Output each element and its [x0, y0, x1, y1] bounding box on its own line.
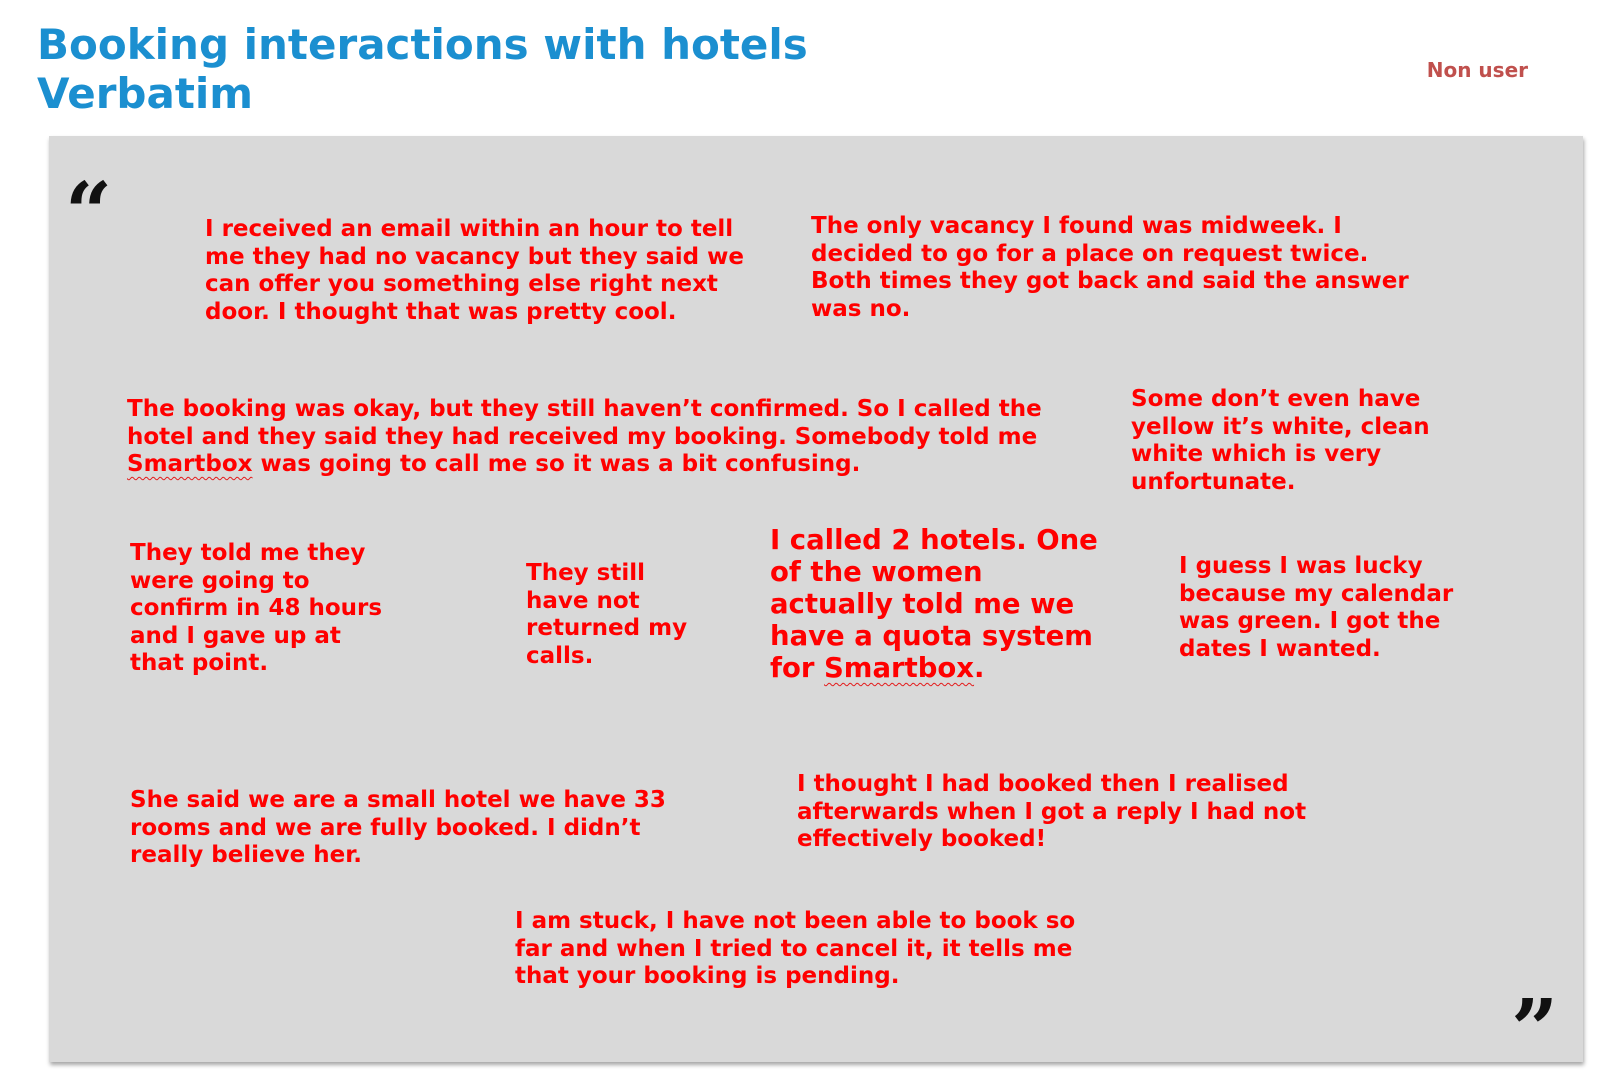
quote-text: . — [974, 652, 985, 684]
brand-name: Smartbox — [824, 652, 975, 684]
segment-tag: Non user — [1426, 58, 1528, 82]
quote-only-vacancy-midweek: The only vacancy I found was midweek. I decided to go for a place on request twice. Both times they got back and said the answer was no. — [811, 213, 1409, 322]
quote-email-vacancy: I received an email within an hour to tell me they had no vacancy but they said we can offer you something else right next door. I thought that was pretty cool. — [205, 216, 744, 325]
verbatim-panel — [49, 136, 1583, 1076]
title-line-2: Verbatim — [37, 69, 254, 118]
quote-text: was going to call me so it was a bit confusing. — [252, 451, 861, 477]
quote-not-effectively-booked: I thought I had booked then I realised afterwards when I got a reply I had not effectively booked! — [797, 771, 1307, 852]
open-quote-icon: “ — [65, 165, 113, 261]
page-title — [37, 20, 808, 118]
quote-confirm-48-hours: They told me they were going to confirm in 48 hours and I gave up at that point. — [130, 540, 383, 676]
quote-calls-not-returned: They still have not returned my calls. — [526, 560, 688, 669]
quote-booking-not-confirmed — [127, 396, 1087, 479]
quote-quota-system — [770, 524, 1100, 684]
quote-text: I called 2 hotels. One of the women actually told me we have a quota system for — [770, 524, 1098, 684]
quote-text: The booking was okay, but they still haven’t confirmed. So I called the hotel and they said they had received my booking. Somebody told me — [127, 396, 1042, 450]
title-line-1: Booking interactions with hotels — [37, 20, 808, 69]
quote-booking-pending: I am stuck, I have not been able to book so far and when I tried to cancel it, it tells me that your booking is pending. — [515, 908, 1076, 989]
quote-calendar-white: Some don’t even have yellow it’s white, clean white which is very unfortunate. — [1131, 386, 1430, 495]
brand-name: Smartbox — [127, 451, 253, 477]
quote-calendar-green: I guess I was lucky because my calendar was green. I got the dates I wanted. — [1179, 553, 1454, 662]
quote-small-hotel-fully-booked: She said we are a small hotel we have 33 rooms and we are fully booked. I didn’t really believe her. — [130, 787, 666, 868]
close-quote-icon: ” — [1511, 982, 1559, 1076]
